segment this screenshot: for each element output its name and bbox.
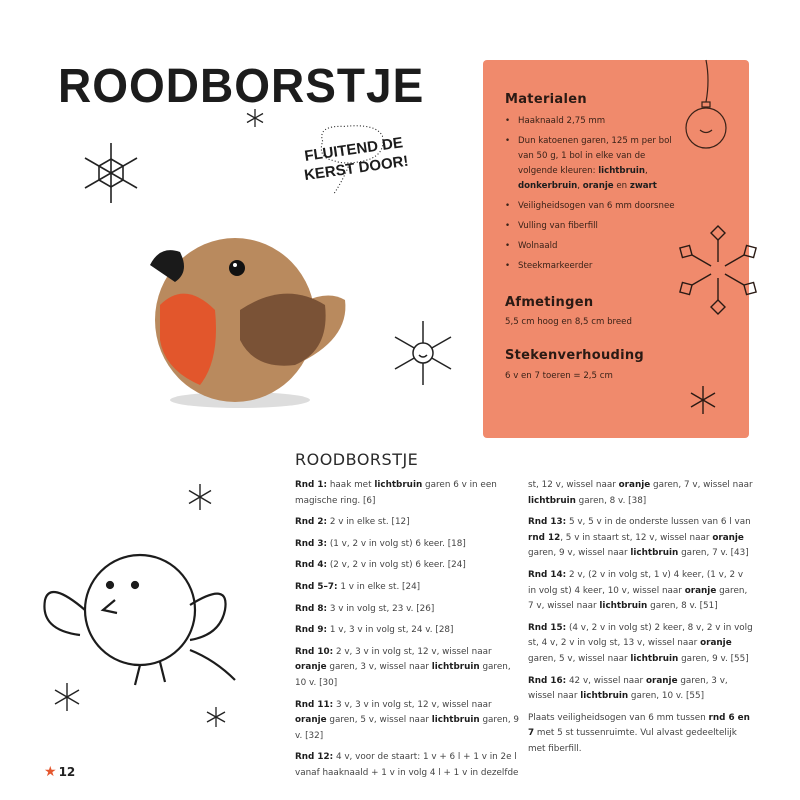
bold-text: lichtbruin [630, 653, 679, 664]
text: , [645, 166, 648, 176]
bold-text: lichtbruin [599, 601, 648, 612]
snowflake-icon [186, 483, 214, 511]
text: met 5 st tussenruimte. Vul alvast gedeeltelijk met fiberfill. [528, 728, 737, 754]
bold-text: Rnd 11: [295, 699, 334, 710]
star-icon: ★ [44, 764, 57, 780]
text: garen 6 v in een magische ring. [6] [295, 480, 497, 506]
dimensions-text: 5,5 cm hoog en 8,5 cm breed [505, 317, 632, 327]
bold-text: rnd 12 [528, 532, 561, 543]
text: garen, 9 v. [55] [678, 653, 749, 664]
text: , [577, 181, 583, 191]
speech-bubble-text: FLUITEND DE KERST DOOR! [303, 134, 410, 185]
bold-text: lichtbruin [580, 691, 629, 702]
text: en [613, 181, 630, 191]
pattern-round [528, 515, 753, 562]
bold-text: oranje [295, 662, 327, 673]
text: garen, 7 v, wissel naar [650, 480, 753, 490]
bold-text: Rnd 10: [295, 646, 334, 657]
text: (1 v, 2 v in volg st) 6 keer. [18] [327, 538, 466, 549]
snowflake-face-icon [388, 318, 458, 388]
text: 4 v, voor de staart: 1 v + 6 l + 1 v in 2e l vanaf haaknaald + 1 v in volg 4 l + 1 v in dezelfde [295, 752, 519, 778]
robin-amigurumi-photo [145, 200, 355, 415]
text: 1 v in elke st. [24] [337, 581, 421, 592]
text: garen, 10 v. [55] [628, 691, 705, 702]
materials-item [505, 219, 685, 234]
bold-text: oranje [645, 675, 678, 686]
materials-item [505, 259, 685, 274]
bold-text: Rnd 5–7: [295, 581, 338, 592]
text: garen, 8 v. [38] [575, 495, 647, 506]
text: garen, 7 v. [43] [678, 548, 749, 559]
bold-text: Rnd 4: [295, 560, 328, 571]
robin-line-drawing [40, 540, 240, 720]
materials-item [505, 114, 685, 129]
pattern-round [295, 602, 520, 618]
materials-item [505, 239, 685, 254]
bold-text: Rnd 8: [295, 603, 328, 614]
bold-text: Rnd 2: [295, 517, 328, 528]
bold-text: Rnd 13: [528, 517, 567, 528]
bold-text: lichtbruin [630, 548, 679, 559]
text: 1 v, 3 v in volg st, 24 v. [28] [327, 625, 454, 636]
pattern-round [528, 711, 753, 758]
text: garen, 8 v. [51] [647, 601, 718, 612]
snowflake-ornate-icon [673, 225, 763, 315]
bold-text: Rnd 1: [295, 480, 328, 490]
text: garen, 9 v, wissel naar [528, 548, 631, 559]
pattern-round [528, 568, 753, 615]
text: , 5 v in staart st, 12 v, wissel naar [560, 532, 713, 543]
page-number [44, 764, 75, 780]
text: 3 v in volg st, 23 v. [26] [327, 603, 435, 614]
gauge-text: 6 v en 7 toeren = 2,5 cm [505, 371, 613, 381]
bold-text: oranje [618, 480, 651, 490]
pattern-round [295, 580, 520, 596]
bold-text: Rnd 16: [528, 675, 567, 686]
text: Wolnaald [518, 241, 558, 251]
page-title: ROODBORSTJE [58, 57, 425, 113]
pattern-round [295, 750, 520, 781]
text: 2 v in elke st. [12] [327, 517, 410, 528]
pattern-round [295, 537, 520, 553]
text: Haaknaald 2,75 mm [518, 116, 606, 126]
text: 5 v, 5 v in de onderste lussen van 6 l van [566, 517, 751, 528]
text: 3 v, 3 v in volg st, 12 v, wissel naar [333, 699, 492, 710]
pattern-round [295, 623, 520, 639]
materials-item [505, 134, 685, 194]
gauge-heading: Stekenverhouding [505, 348, 645, 363]
page-number-text: 12 [58, 765, 76, 779]
text: 2 v, (2 v in volg st, 1 v) 4 keer, (1 v, 2 v in volg st) 4 keer, 10 v, wissel naar [528, 569, 744, 596]
bold-text: oranje [582, 181, 614, 191]
bold-text: Rnd 9: [295, 625, 328, 636]
text: garen, 5 v, wissel naar [528, 653, 631, 664]
text: garen, 3 v, wissel naar [528, 675, 728, 702]
bold-text: lichtbruin [431, 715, 480, 726]
text: garen, 5 v, wissel naar [326, 715, 432, 726]
text: 2 v, 3 v in volg st, 12 v, wissel naar [333, 646, 492, 657]
text: Veiligheidsogen van 6 mm doorsnee [518, 201, 675, 211]
text: garen, 10 v. [30] [295, 662, 511, 688]
bold-text: oranje [712, 532, 744, 543]
pattern-round [295, 558, 520, 574]
text: Dun katoenen garen, 125 m per bol van 50 g, 1 bol in elke van de volgende kleuren: [518, 136, 672, 176]
bold-text: lichtbruin [431, 662, 480, 673]
bold-text: lichtbruin [374, 480, 423, 490]
bold-text: oranje [295, 715, 327, 726]
text: haak met [327, 480, 375, 490]
snowflake-small-icon [245, 108, 265, 128]
materials-item [505, 199, 685, 214]
text: st, 12 v, wissel naar [528, 480, 619, 490]
bold-text: zwart [629, 181, 657, 191]
materials-heading: Materialen [505, 92, 587, 107]
bold-text: lichtbruin [528, 495, 576, 506]
pattern-round [295, 515, 520, 531]
bold-text: Rnd 3: [295, 538, 328, 549]
pattern-heading: ROODBORSTJE [295, 450, 419, 469]
bold-text: rnd 6 en 7 [528, 712, 750, 739]
dimensions-heading: Afmetingen [505, 295, 594, 310]
bold-text: oranje [700, 638, 732, 649]
ornament-icon [686, 60, 726, 160]
pattern-round [295, 698, 520, 745]
bold-text: lichtbruin [598, 166, 645, 176]
bold-text: Rnd 15: [528, 622, 567, 633]
bold-text: Rnd 12: [295, 752, 334, 763]
pattern-round [528, 478, 753, 509]
pattern-round [295, 645, 520, 692]
text: Plaats veiligheidsogen van 6 mm tussen [528, 712, 709, 723]
pattern-column-1 [295, 478, 520, 788]
bold-text: Rnd 14: [528, 569, 567, 580]
bold-text: oranje [684, 585, 717, 596]
bold-text: donkerbruin [518, 181, 578, 191]
text: (2 v, 2 v in volg st) 6 keer. [24] [327, 560, 466, 571]
pattern-round [528, 621, 753, 668]
pattern-round [528, 674, 753, 705]
snowflake-icon [78, 140, 144, 206]
materials-panel [483, 60, 749, 438]
text: 42 v, wissel naar [566, 675, 646, 686]
snowflake-icon [688, 385, 718, 415]
pattern-column-2 [528, 478, 753, 764]
text: Vulling van fiberfill [518, 221, 598, 231]
text: garen, 9 v. [32] [295, 715, 520, 741]
materials-list [505, 114, 685, 279]
text: garen, 3 v, wissel naar [326, 662, 432, 673]
text: (4 v, 2 v in volg st) 2 keer, 8 v, 2 v in volg st, 4 v, 2 v in volg st, 13 v, wissel naar [528, 622, 753, 649]
text: garen, 7 v, wissel naar [528, 585, 748, 612]
pattern-round [295, 478, 520, 509]
text: Steekmarkeerder [518, 261, 593, 271]
